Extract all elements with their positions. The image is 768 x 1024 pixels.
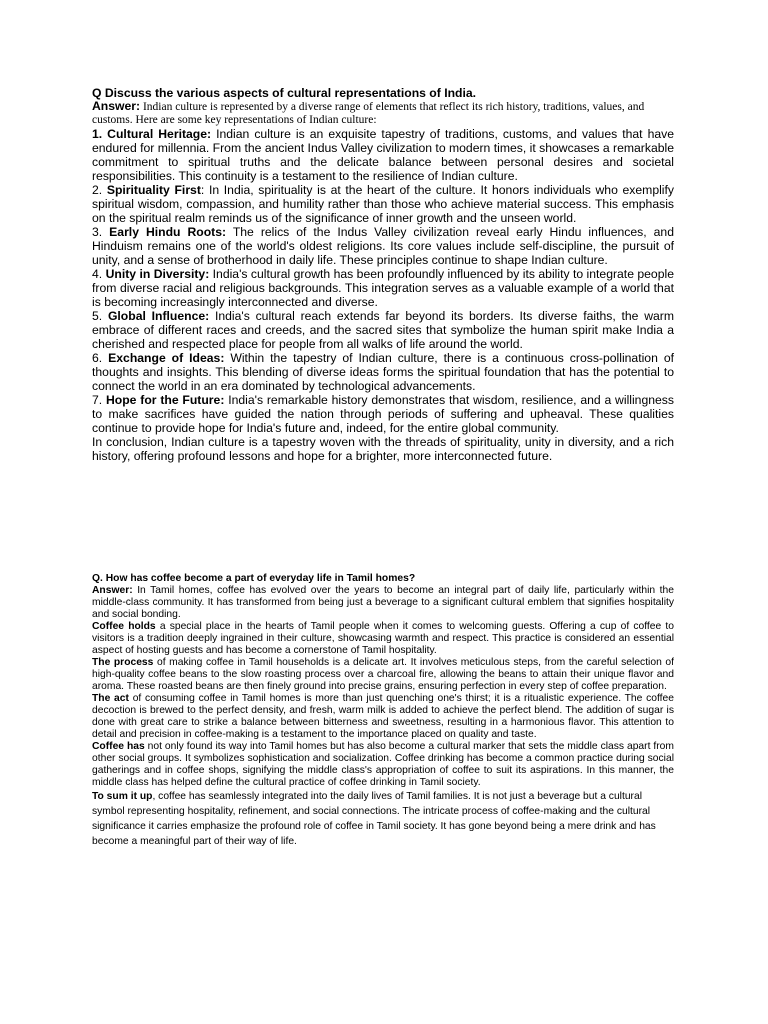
- para-text: In Tamil homes, coffee has evolved over the years to become an integral part of daily life, particularly within the middle-class community. It has transformed from being just a beverage to a significant cultural emblem that signifies hospitality and social bonding.: [92, 585, 674, 620]
- para-text: of consuming coffee in Tamil homes is more than just quenching one's thirst; it is a ritualistic experience. The coffee decoction is brewed to the perfect density, and fresh, warm milk is added to achieve the perfect blend. The addition of sugar is done with great care to strike a balance between bitterness and sweetness, resulting in a harmonious flavor. This attention to detail and precision in coffee-making is a testament to the importance placed on quality and taste.: [92, 693, 674, 740]
- point-lead: Exchange of Ideas:: [108, 351, 225, 365]
- para-text: a special place in the hearts of Tamil people when it comes to welcoming guests. Offering a cup of coffee to visitors is a tradition deeply ingrained in their culture, showcasing warmth and respect. This practice is considered an essential aspect of hosting guests and has become a cornerstone of Tamil hospitality.: [92, 621, 674, 656]
- coffee-process-paragraph: [92, 657, 674, 693]
- point-lead: 1. Cultural Heritage:: [92, 127, 212, 141]
- point-lead: Spirituality First: [106, 183, 201, 197]
- point-number: 2.: [92, 183, 107, 197]
- question-1-section: [92, 86, 674, 463]
- para-text: of making coffee in Tamil households is a delicate art. It involves meticulous steps, from the careful selection of high-quality coffee beans to the slow roasting process over a charcoal fire, allowing the beans to attain their unique flavor and aroma. These roasted beans are then finely ground into precise grains, ensuring perfection in every step of coffee preparation.: [92, 657, 674, 692]
- question-1-conclusion: In conclusion, Indian culture is a tapestry woven with the threads of spirituality, unity in diversity, and a rich history, offering profound lessons and hope for a brighter, more interconnected future.: [92, 435, 674, 463]
- point-text: Within the tapestry of Indian culture, there is a continuous cross-pollination of thoughts and insights. This blending of diverse ideas forms the spiritual foundation that has the potential to connect the world in an era dominated by technological advancements.: [92, 351, 674, 393]
- point-text: India's remarkable history demonstrates that wisdom, resilience, and a willingness to make sacrifices have guided the nation through periods of suffering and upheaval. These qualities continue to provide hope for India's future and, indeed, for the entire global community.: [92, 393, 674, 435]
- point-lead: Early Hindu Roots:: [109, 225, 227, 239]
- point-spirituality-first: [92, 183, 674, 225]
- question-2-section: [92, 573, 674, 849]
- para-lead: Coffee holds: [92, 621, 156, 632]
- point-lead: Global Influence:: [107, 309, 210, 323]
- point-number: 7.: [92, 393, 106, 407]
- para-lead: The process: [92, 657, 154, 668]
- point-text: Indian culture is an exquisite tapestry of traditions, customs, and values that have endured for millennia. From the ancient Indus Valley civilization to modern times, it showcases a remarkable commitment to spiritual truths and the delicate balance between personal desires and societal responsibilities. This continuity is a testament to the resilience of Indian culture.: [92, 127, 674, 183]
- point-number: 6.: [92, 351, 109, 365]
- point-lead: Hope for the Future:: [105, 393, 225, 407]
- point-number: 3.: [92, 225, 110, 239]
- coffee-holds-paragraph: [92, 621, 674, 657]
- question-1-title: Q Discuss the various aspects of cultural representations of India.: [92, 86, 477, 100]
- point-early-hindu-roots: [92, 225, 674, 267]
- point-text: India's cultural reach extends far beyond its borders. Its diverse faiths, the warm embrace of different races and creeds, and the sacred sites that symbolize the human spirit make India a cherished and respected place for people from all walks of life around the world.: [92, 309, 674, 351]
- para-lead: To sum it up: [92, 791, 153, 802]
- point-unity-in-diversity: [92, 267, 674, 309]
- coffee-summary-paragraph: [92, 789, 674, 849]
- point-text: India's cultural growth has been profoundly influenced by its ability to integrate people from diverse racial and religious backgrounds. This integration serves as a valuable example of a world that is becoming increasingly interconnected and diverse.: [92, 267, 674, 309]
- question-1-answer-intro: [92, 100, 674, 127]
- point-cultural-heritage: [92, 127, 674, 183]
- coffee-act-paragraph: [92, 693, 674, 741]
- answer-intro-text: Indian culture is represented by a diverse range of elements that reflect its rich history, traditions, values, and customs. Here are some key representations of Indian culture:: [92, 101, 645, 126]
- question-2-title: Q. How has coffee become a part of everyday life in Tamil homes?: [92, 573, 416, 584]
- point-exchange-of-ideas: [92, 351, 674, 393]
- para-lead: The act: [92, 693, 129, 704]
- answer-label: Answer:: [92, 99, 141, 113]
- point-global-influence: [92, 309, 674, 351]
- point-text: The relics of the Indus Valley civilization reveal early Hindu influences, and Hinduism remains one of the world's oldest religions. Its core values include self-discipline, the pursuit of unity, and a sense of brotherhood in daily life. These principles continue to shape Indian culture.: [92, 225, 674, 267]
- coffee-answer-paragraph: [92, 585, 674, 621]
- point-number: 5.: [92, 309, 108, 323]
- point-hope-for-the-future: [92, 393, 674, 435]
- point-number: 4.: [92, 267, 106, 281]
- point-text: : In India, spirituality is at the heart of the culture. It honors individuals who exemplify spiritual wisdom, compassion, and humility rather than those who achieve material success. This emphasis on the spiritual realm reminds us of the significance of inner growth and the unseen world.: [92, 183, 674, 225]
- para-lead: Coffee has: [92, 741, 145, 752]
- para-lead: Answer:: [92, 585, 133, 596]
- point-lead: Unity in Diversity:: [105, 267, 210, 281]
- coffee-has-paragraph: [92, 741, 674, 789]
- para-text: , coffee has seamlessly integrated into the daily lives of Tamil families. It is not just a beverage but a cultural symbol representing hospitality, refinement, and social connections. The intricate process of coffee-making and the cultural significance it carries emphasize the profound role of coffee in Tamil society. It has gone beyond being a mere drink and has become a meaningful part of their way of life.: [92, 791, 656, 847]
- para-text: not only found its way into Tamil homes but has also become a cultural marker that sets the middle class apart from other social groups. It symbolizes sophistication and socialization. Coffee drinking has become a common practice during social gatherings and in coffee shops, signifying the middle class's appropriation of coffee to suit its aspirations. In this manner, the middle class has helped define the cultural practice of coffee drinking in Tamil society.: [92, 741, 674, 788]
